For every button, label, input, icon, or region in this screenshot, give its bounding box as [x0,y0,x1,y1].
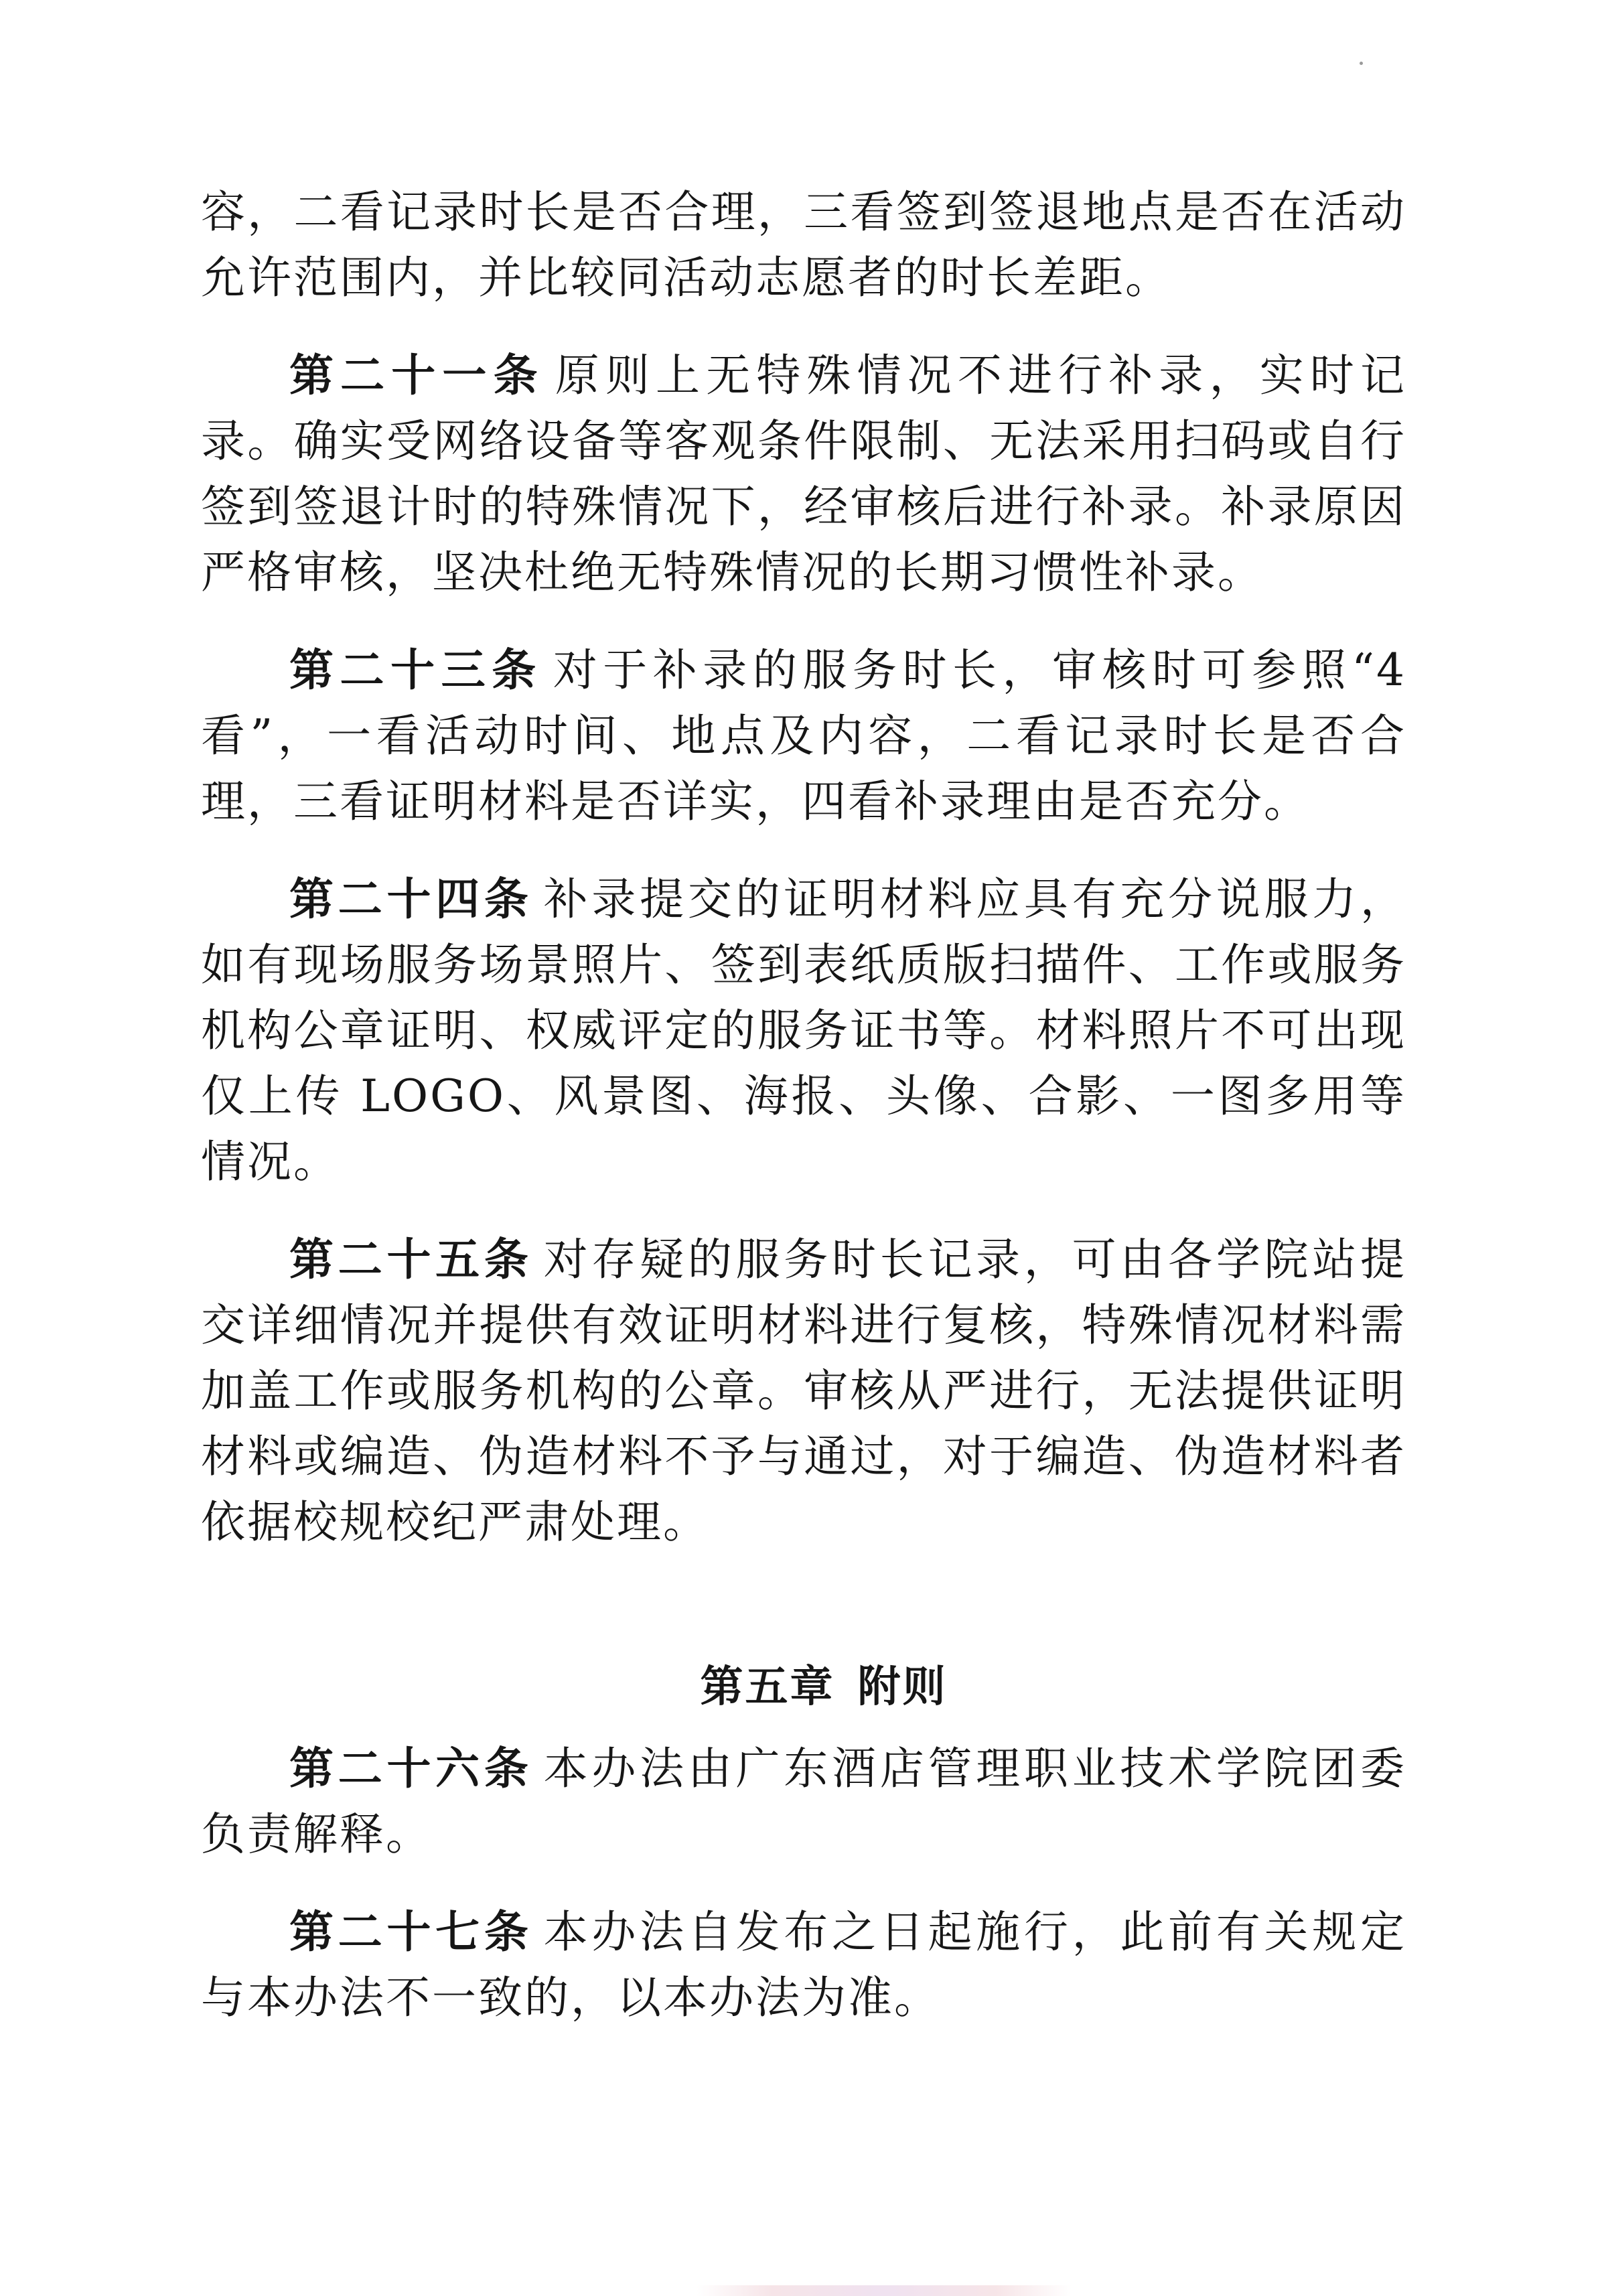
chapter-title: 附则 [857,1662,948,1712]
article-21 [201,343,1406,605]
article-text: 本办法自发布之日起施行，此前有关规定与本办法不一致的，以本办法为准。 [201,1906,1407,2023]
continuation-paragraph: 容，二看记录时长是否合理，三看签到签退地点是否在活动允许范围内，并比较同活动志愿者的时长差距。 [201,186,1406,303]
scan-edge-artifact [697,2285,1072,2296]
chapter-number: 第五章 [700,1662,835,1712]
article-text: 补录提交的证明材料应具有充分说服力，如有现场服务场景照片、签到表纸质版扫描件、工作或服务机构公章证明、权威评定的服务证书等。材料照片不可出现仅上传 LOGO、风景图、海报、头像、合影、一图多用等情况。 [201,873,1407,1188]
article-number: 第二十三条 [289,644,542,696]
article-26 [201,1736,1406,1867]
article-number: 第二十六条 [289,1743,533,1794]
scan-mark [1360,62,1363,65]
article-text: 原则上无特殊情况不进行补录，实时记录。确实受网络设备等客观条件限制、无法采用扫码或自行签到签退计时的特殊情况下，经审核后进行补录。补录原因严格审核，坚决杜绝无特殊情况的长期习惯性补录。 [201,350,1407,598]
chapter-heading [201,1654,1406,1720]
article-25 [201,1227,1406,1555]
article-number: 第二十七条 [289,1906,533,1958]
article-23 [201,638,1406,835]
document-body [201,180,1406,2063]
article-27 [201,1899,1406,2031]
article-number: 第二十五条 [289,1234,533,1285]
article-text: 对存疑的服务时长记录，可由各学院站提交详细情况并提供有效证明材料进行复核，特殊情况材料需加盖工作或服务机构的公章。审核从严进行，无法提供证明材料或编造、伪造材料不予与通过，对于编造、伪造材料者依据校规校纪严肃处理。 [201,1234,1407,1548]
article-text: 本办法由广东酒店管理职业技术学院团委负责解释。 [201,1743,1407,1860]
article-number: 第二十四条 [289,873,533,925]
article-24 [201,867,1406,1195]
article-number: 第二十一条 [289,350,544,401]
article-text: 对于补录的服务时长，审核时可参照“4 看”，一看活动时间、地点及内容，二看记录时长是否合理，三看证明材料是否详实，四看补录理由是否充分。 [201,644,1407,827]
